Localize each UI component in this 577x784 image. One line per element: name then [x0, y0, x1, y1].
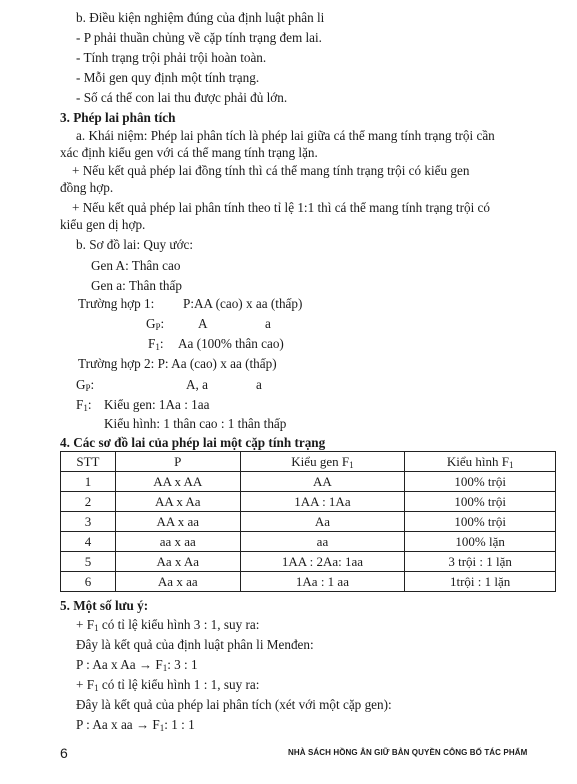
text-line: Gen A: Thân cao — [91, 258, 181, 273]
text-line: Trường hợp 1: — [78, 296, 155, 311]
text-line: + $F_1$ có tỉ lệ kiểu hình 3 : 1, suy ra: — [76, 617, 260, 633]
table-cell: 4 — [61, 532, 116, 552]
text-line: Đây là kết quả của phép lai phân tích (xét với một cặp gen): — [76, 697, 392, 712]
table-row — [61, 512, 556, 532]
table-cell: 1trội : 1 lặn — [405, 572, 556, 592]
text-line: + Nếu kết quả phép lai đồng tính thì cá thể mang tính trạng trội có kiểu gen — [72, 163, 470, 178]
table-cell: 1 — [61, 472, 116, 492]
table-cell: 100% trội — [405, 492, 556, 512]
text-line: b. Điều kiện nghiệm đúng của định luật phân li — [76, 10, 325, 25]
text-line: P:AA (cao) x aa (thấp) — [183, 296, 303, 311]
table-row — [61, 532, 556, 552]
text-line: P : Aa x $Aa \to F_1$: 3 : 1 — [76, 657, 198, 673]
table-cell: 1AA : 1Aa — [240, 492, 405, 512]
text-line: Aa (100% thân cao) — [178, 336, 284, 351]
table-cell: aa — [240, 532, 405, 552]
table-cell: 6 — [61, 572, 116, 592]
table-cell: AA x Aa — [115, 492, 240, 512]
text-line: - P phải thuần chủng về cặp tính trạng đem lai. — [76, 30, 322, 45]
cross-table — [60, 451, 556, 592]
text-line: $G_P$: — [76, 377, 95, 393]
text-line: kiểu gen dị hợp. — [60, 217, 146, 232]
table-cell: 3 — [61, 512, 116, 532]
table-cell: 3 trội : 1 lặn — [405, 552, 556, 572]
text-line: Trường hợp 2: P: Aa (cao) x aa (thấp) — [78, 356, 277, 371]
publisher-notice: NHÀ SÁCH HỒNG ÂN GIỮ BẢN QUYỀN CÔNG BỐ TÁC PHẨM — [288, 748, 528, 757]
table-cell: 1Aa : 1 aa — [240, 572, 405, 592]
text-line: - Số cá thể con lai thu được phải đủ lớn. — [76, 90, 288, 105]
table-row — [61, 572, 556, 592]
text-line: - Mỗi gen quy định một tính trạng. — [76, 70, 260, 85]
text-line: A — [198, 316, 208, 331]
table-header: Kiểu hình $F_1$ — [405, 452, 556, 472]
text-line: xác định kiểu gen với cá thể mang tính trạng lặn. — [60, 145, 318, 160]
table-cell: 100% trội — [405, 472, 556, 492]
text-line: Đây là kết quả của định luật phân li Menđen: — [76, 637, 314, 652]
text-line: + $F_1$ có tỉ lệ kiểu hình 1 : 1, suy ra: — [76, 677, 260, 693]
text-line: Kiểu gen: 1Aa : 1aa — [104, 397, 210, 412]
table-cell: Aa x Aa — [115, 552, 240, 572]
text-line: $F_1$: — [148, 336, 164, 352]
table-header-row — [61, 452, 556, 472]
table-header: Kiểu gen $F_1$ — [240, 452, 405, 472]
table-cell: 1AA : 2Aa: 1aa — [240, 552, 405, 572]
table-header: P — [115, 452, 240, 472]
table-cell: 5 — [61, 552, 116, 572]
text-line: Gen a: Thân thấp — [91, 278, 182, 293]
text-line: + Nếu kết quả phép lai phân tính theo tỉ lệ 1:1 thì cá thể mang tính trạng trội có — [72, 200, 490, 215]
table-cell: AA x aa — [115, 512, 240, 532]
text-line: $F_1$: — [76, 397, 92, 413]
table-row — [61, 552, 556, 572]
table-row — [61, 492, 556, 512]
table-header: STT — [61, 452, 116, 472]
table-cell: 100% lặn — [405, 532, 556, 552]
text-line: - Tính trạng trội phải trội hoàn toàn. — [76, 50, 267, 65]
text-line: A, a — [186, 377, 208, 392]
text-line: a — [256, 377, 262, 392]
text-line: $G_P$: — [146, 316, 165, 332]
table-cell: Aa x aa — [115, 572, 240, 592]
section-heading: 3. Phép lai phân tích — [60, 110, 176, 125]
text-line: đồng hợp. — [60, 180, 114, 195]
table-row — [61, 472, 556, 492]
table-cell: AA — [240, 472, 405, 492]
table-cell: aa x aa — [115, 532, 240, 552]
text-line: a — [265, 316, 271, 331]
section-heading: 4. Các sơ đồ lai của phép lai một cặp tính trạng — [60, 435, 326, 450]
text-line: P : Aa x aa → $F_1$: 1 : 1 — [76, 717, 195, 733]
table-cell: 100% trội — [405, 512, 556, 532]
section-heading: 5. Một số lưu ý: — [60, 598, 149, 613]
page-number: 6 — [60, 745, 68, 761]
text-line: Kiểu hình: 1 thân cao : 1 thân thấp — [104, 416, 287, 431]
text-line: b. Sơ đồ lai: Quy ước: — [76, 237, 194, 252]
table-cell: 2 — [61, 492, 116, 512]
table-cell: Aa — [240, 512, 405, 532]
text-line: a. Khái niệm: Phép lai phân tích là phép lai giữa cá thể mang tính trạng trội cần — [76, 128, 495, 143]
table-cell: AA x AA — [115, 472, 240, 492]
